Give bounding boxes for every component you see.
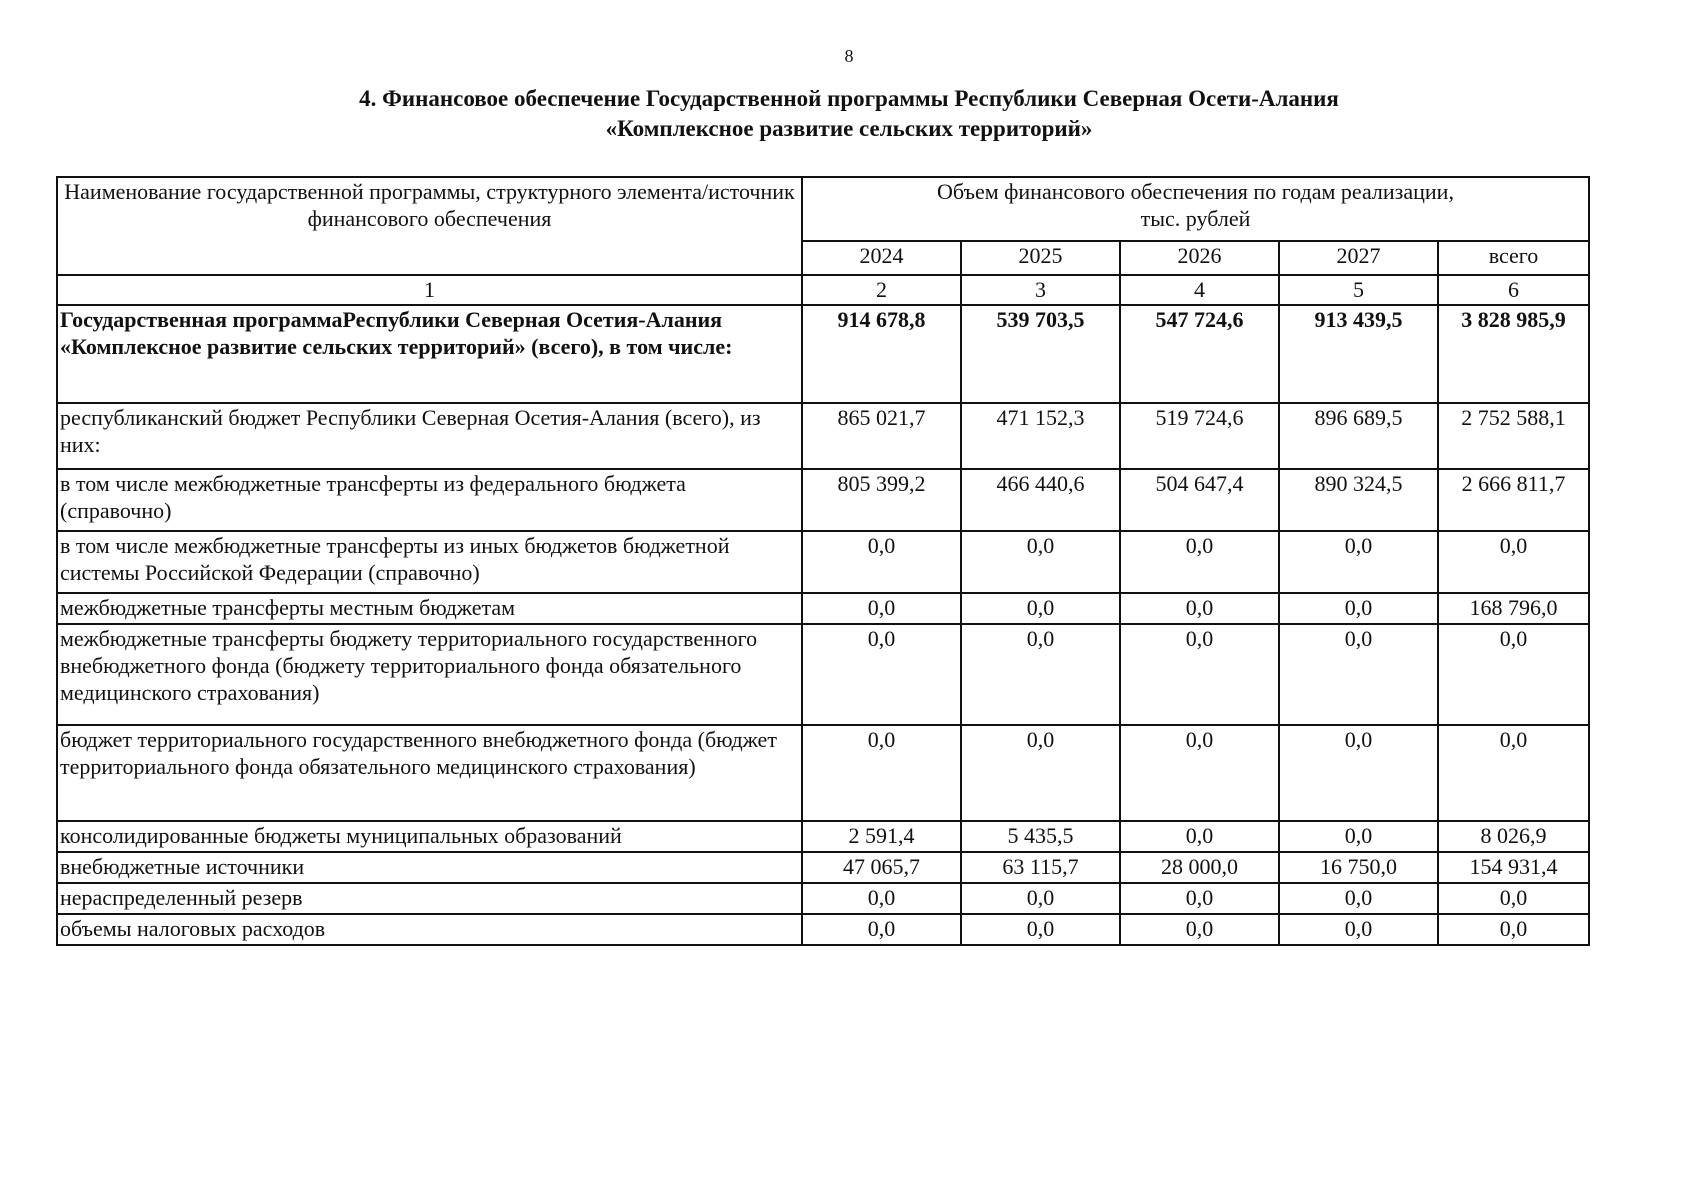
header-name-cell: Наименование государственной программы, структурного элемента/источник финансового обеспечения [57, 177, 802, 275]
value-2024: 865 021,7 [802, 403, 961, 469]
column-numbers-row [57, 275, 1589, 305]
value-2026: 0,0 [1120, 593, 1279, 624]
value-2025: 539 703,5 [961, 305, 1120, 403]
table-row-program-total [57, 305, 1589, 403]
value-2026: 0,0 [1120, 725, 1279, 821]
value-2024: 0,0 [802, 725, 961, 821]
value-2025: 5 435,5 [961, 821, 1120, 852]
value-2025: 63 115,7 [961, 852, 1120, 883]
value-total: 154 931,4 [1438, 852, 1589, 883]
value-total: 0,0 [1438, 624, 1589, 725]
value-2026: 0,0 [1120, 883, 1279, 914]
value-2027: 0,0 [1279, 531, 1438, 593]
value-2025: 466 440,6 [961, 469, 1120, 531]
financing-table [56, 176, 1590, 946]
value-2025: 0,0 [961, 883, 1120, 914]
value-2026: 519 724,6 [1120, 403, 1279, 469]
value-total: 8 026,9 [1438, 821, 1589, 852]
row-name: межбюджетные трансферты бюджету территориального государственного внебюджетного фонда (бюджету территориального фонда обязательного медицинского страхования) [57, 624, 802, 725]
value-total: 0,0 [1438, 725, 1589, 821]
value-2026: 0,0 [1120, 914, 1279, 945]
value-total: 2 752 588,1 [1438, 403, 1589, 469]
table-row [57, 624, 1589, 725]
column-number: 3 [961, 275, 1120, 305]
value-2024: 0,0 [802, 914, 961, 945]
table-row [57, 852, 1589, 883]
row-name: в том числе межбюджетные трансферты из иных бюджетов бюджетной системы Российской Федерации (справочно) [57, 531, 802, 593]
value-2025: 471 152,3 [961, 403, 1120, 469]
value-2025: 0,0 [961, 725, 1120, 821]
column-number: 1 [57, 275, 802, 305]
value-2027: 890 324,5 [1279, 469, 1438, 531]
header-row [57, 177, 1589, 241]
value-2027: 0,0 [1279, 914, 1438, 945]
value-total: 2 666 811,7 [1438, 469, 1589, 531]
table-row [57, 403, 1589, 469]
value-2024: 0,0 [802, 593, 961, 624]
year-2025-header: 2025 [961, 241, 1120, 275]
table-row [57, 531, 1589, 593]
value-total: 168 796,0 [1438, 593, 1589, 624]
value-2024: 0,0 [802, 531, 961, 593]
row-name: объемы налоговых расходов [57, 914, 802, 945]
row-name: бюджет территориального государственного внебюджетного фонда (бюджет территориального фонда обязательного медицинского страхования) [57, 725, 802, 821]
table-row [57, 593, 1589, 624]
value-2025: 0,0 [961, 531, 1120, 593]
column-number: 6 [1438, 275, 1589, 305]
row-name: в том числе межбюджетные трансферты из федерального бюджета (справочно) [57, 469, 802, 531]
title-line-2: «Комплексное развитие сельских территорий» [605, 116, 1093, 141]
column-number: 4 [1120, 275, 1279, 305]
year-2027-header: 2027 [1279, 241, 1438, 275]
table-row [57, 725, 1589, 821]
value-2024: 0,0 [802, 624, 961, 725]
value-2027: 0,0 [1279, 883, 1438, 914]
header-volume-cell [802, 177, 1589, 241]
value-total: 0,0 [1438, 914, 1589, 945]
value-2025: 0,0 [961, 624, 1120, 725]
title-line-1: 4. Финансовое обеспечение Государственной программы Республики Северная Осети-Алания [359, 86, 1339, 111]
value-2026: 0,0 [1120, 531, 1279, 593]
value-2024: 805 399,2 [802, 469, 961, 531]
value-2027: 16 750,0 [1279, 852, 1438, 883]
header-volume-line-1: Объем финансового обеспечения по годам реализации, [937, 179, 1454, 204]
value-2027: 896 689,5 [1279, 403, 1438, 469]
value-2027: 0,0 [1279, 725, 1438, 821]
value-2026: 28 000,0 [1120, 852, 1279, 883]
page-number: 8 [844, 46, 854, 66]
value-2024: 47 065,7 [802, 852, 961, 883]
column-number: 2 [802, 275, 961, 305]
row-name: межбюджетные трансферты местным бюджетам [57, 593, 802, 624]
row-name: республиканский бюджет Республики Северная Осетия-Алания (всего), из них: [57, 403, 802, 469]
value-2024: 0,0 [802, 883, 961, 914]
value-2024: 2 591,4 [802, 821, 961, 852]
value-2026: 504 647,4 [1120, 469, 1279, 531]
value-2025: 0,0 [961, 914, 1120, 945]
table-row [57, 821, 1589, 852]
table-row [57, 883, 1589, 914]
value-2024: 914 678,8 [802, 305, 961, 403]
value-2027: 0,0 [1279, 624, 1438, 725]
value-2026: 547 724,6 [1120, 305, 1279, 403]
value-2025: 0,0 [961, 593, 1120, 624]
table-row [57, 914, 1589, 945]
total-header: всего [1438, 241, 1589, 275]
value-total: 3 828 985,9 [1438, 305, 1589, 403]
row-name: Государственная программаРеспублики Северная Осетия-Алания «Комплексное развитие сельских территорий» (всего), в том числе: [57, 305, 802, 403]
year-2024-header: 2024 [802, 241, 961, 275]
row-name: нераспределенный резерв [57, 883, 802, 914]
value-total: 0,0 [1438, 883, 1589, 914]
column-number: 5 [1279, 275, 1438, 305]
document-title [0, 84, 1698, 144]
value-2026: 0,0 [1120, 821, 1279, 852]
row-name: внебюджетные источники [57, 852, 802, 883]
header-volume-line-2: тыс. рублей [1140, 206, 1251, 231]
value-total: 0,0 [1438, 531, 1589, 593]
row-name: консолидированные бюджеты муниципальных образований [57, 821, 802, 852]
value-2027: 913 439,5 [1279, 305, 1438, 403]
year-2026-header: 2026 [1120, 241, 1279, 275]
value-2027: 0,0 [1279, 593, 1438, 624]
value-2027: 0,0 [1279, 821, 1438, 852]
value-2026: 0,0 [1120, 624, 1279, 725]
table-row [57, 469, 1589, 531]
